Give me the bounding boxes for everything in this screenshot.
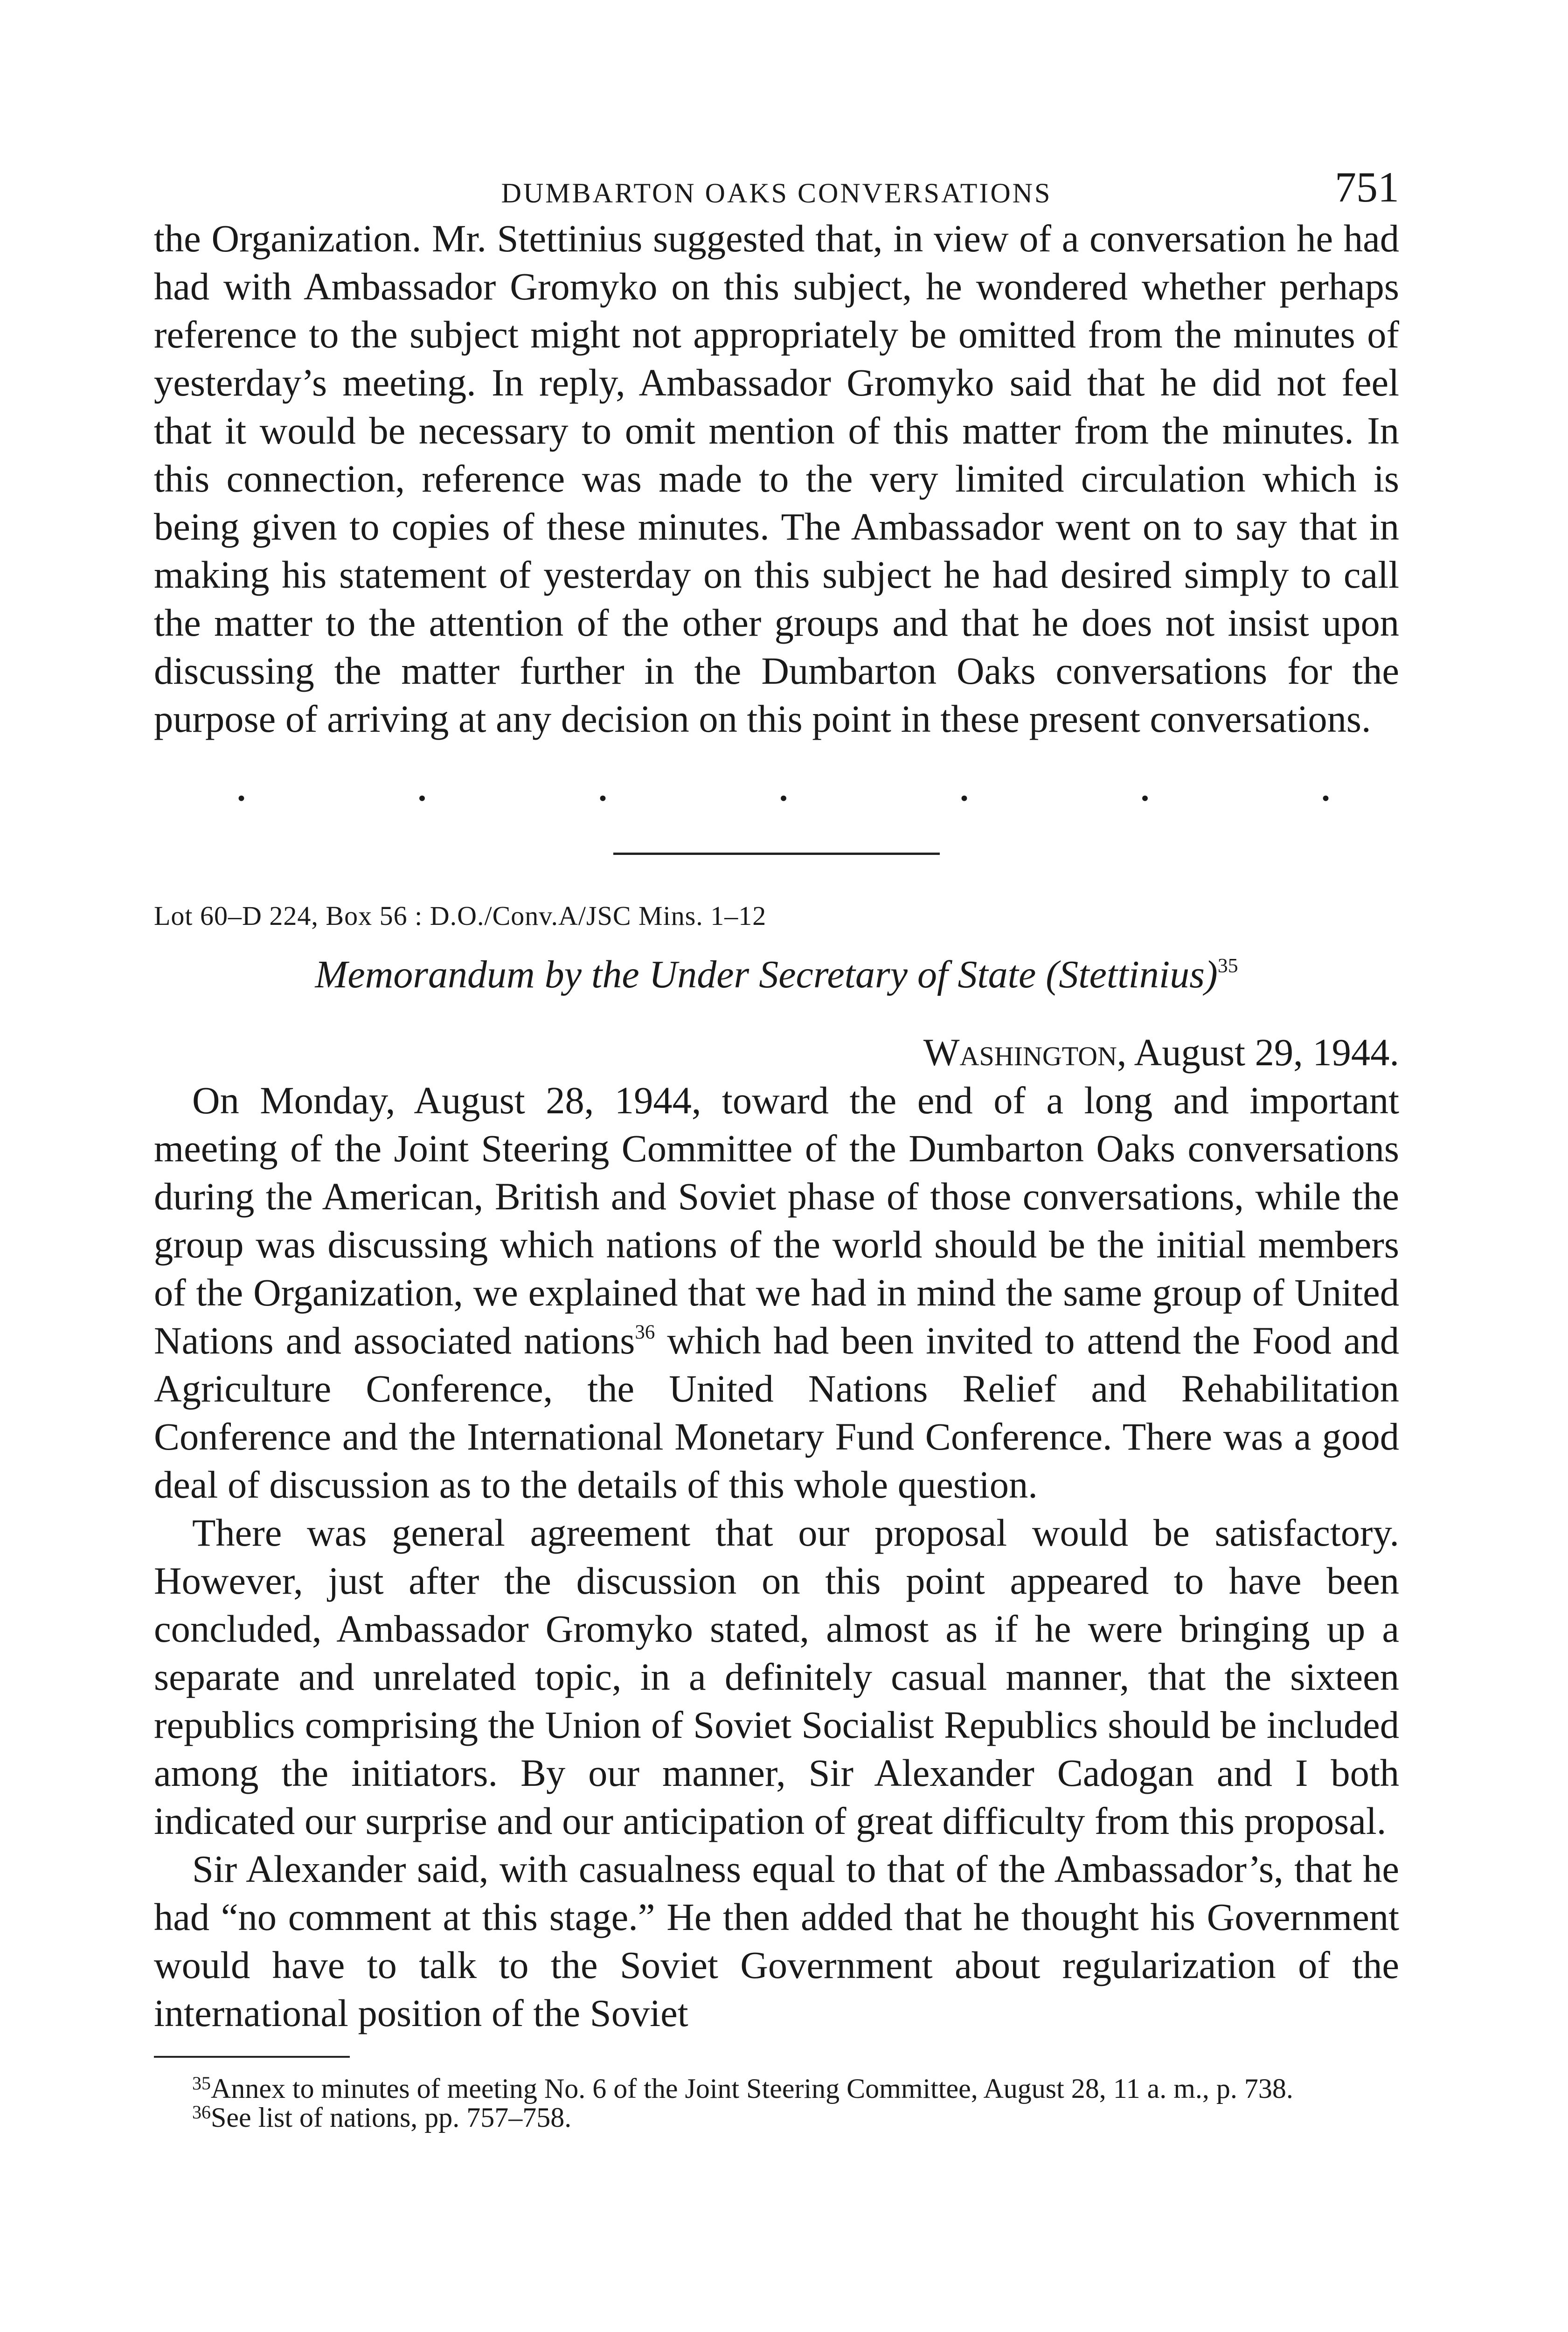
section-divider: [613, 853, 940, 855]
document-source: Lot 60–D 224, Box 56 : D.O./Conv.A/JSC Mins. 1–12: [154, 901, 767, 931]
footnote-mark: 35: [192, 2073, 211, 2094]
footnote-ref: 36: [635, 1321, 655, 1343]
footnote-divider: [154, 2056, 350, 2058]
ellipsis-dot: .: [777, 759, 790, 811]
ellipsis-dot: .: [1139, 759, 1151, 811]
dateline-place: Washington,: [923, 1031, 1127, 1074]
memo-paragraph-3: Sir Alexander said, with casualness equal to that of the Ambassador’s, that he had “no comment at this stage.” He then added that he thought his Government would have to talk to the Soviet Government about regularization of the international position of the Soviet: [154, 1847, 1399, 2034]
ellipsis-dot: .: [416, 759, 428, 811]
continued-paragraph: the Organization. Mr. Stettinius suggested that, in view of a conversation he had had with Ambassador Gromyko on this subject, he wondered whether perhaps reference to the subject might not appropriately be omitted from the minutes of yesterday’s meeting. In reply, Ambassador Gromyko said that he did not feel that it would be necessary to omit mention of this matter from the minutes. In this connection, reference was made to the very limited circulation which is being given to copies of these minutes. The Ambassador went on to say that in making his statement of yesterday on this subject he had desired simply to call the matter to the attention of the other groups and that he does not insist upon discussing the matter further in the Dumbarton Oaks conversations for the purpose of arriving at any decision on this point in these present conversations.: [154, 217, 1399, 740]
running-title: DUMBARTON OAKS CONVERSATIONS: [501, 178, 1052, 208]
running-header: [154, 159, 1399, 215]
ellipsis-row: [236, 759, 1332, 811]
document-title-text: Memorandum by the Under Secretary of State: [315, 953, 1046, 996]
footnote: [154, 2074, 1399, 2103]
page: [154, 159, 1399, 2132]
dateline-date: August 29, 1944.: [1134, 1031, 1399, 1074]
dateline: [154, 1028, 1399, 1076]
ellipsis-dot: .: [1320, 759, 1332, 811]
ellipsis-dot: .: [597, 759, 609, 811]
memo-paragraph-1: [154, 1076, 1399, 1509]
document-title-name: (Stettinius): [1046, 953, 1218, 996]
memo-paragraph-1-text-cont: which had been invited to attend the Food and Agriculture Conference, the United Nations Relief and Rehabilitation Conference and the International Monetary Fund Conference. There was a good deal of discussion as to the details of this whole question.: [154, 1319, 1400, 1506]
ellipsis-dot: .: [236, 759, 247, 811]
document-title: [154, 949, 1399, 1000]
footnote: [154, 2103, 1399, 2132]
footnote-text: See list of nations, pp. 757–758.: [211, 2102, 572, 2133]
footnote-mark: 36: [192, 2102, 211, 2123]
footnote-ref: 35: [1217, 954, 1238, 977]
footnote-text: Annex to minutes of meeting No. 6 of the Joint Steering Committee, August 28, 11 a. m., p. 738.: [211, 2073, 1293, 2104]
memo-paragraph-2: There was general agreement that our proposal would be satisfactory. However, just after the discussion on this point appeared to have been concluded, Ambassador Gromyko stated, almost as if he were bringing up a separate and unrelated topic, in a definitely casual manner, that the sixteen republics comprising the Union of Soviet Socialist Republics should be included among the initiators. By our manner, Sir Alexander Cadogan and I both indicated our surprise and our anticipation of great difficulty from this proposal.: [154, 1511, 1399, 1842]
page-number: 751: [1335, 163, 1399, 211]
ellipsis-dot: .: [958, 759, 970, 811]
memo-paragraph-1-text: On Monday, August 28, 1944, toward the end of a long and important meeting of the Joint Steering Committee of the Dumbarton Oaks conversations during the American, British and Soviet phase of those conversations, while the group was discussing which nations of the world should be the initial members of the Organization, we explained that we had in mind the same group of United Nations and associated nations: [154, 1079, 1399, 1362]
